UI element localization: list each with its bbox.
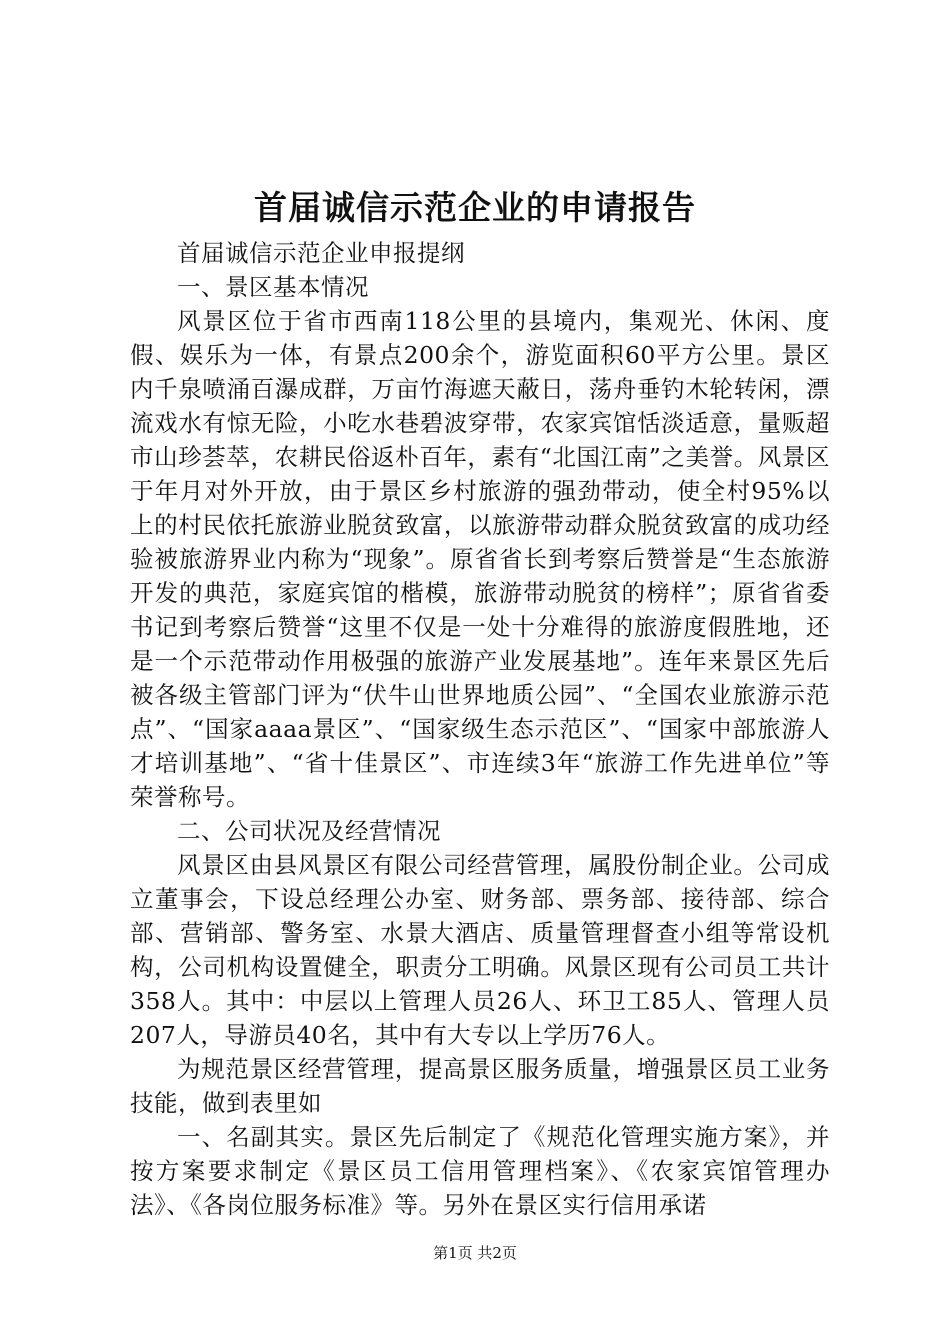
body-paragraph: 为规范景区经营管理，提高景区服务质量，增强景区员工业务技能，做到表里如	[130, 1055, 830, 1117]
page-footer: 第1页 共2页	[433, 1244, 517, 1262]
outline-heading: 首届诚信示范企业申报提纲	[177, 239, 465, 267]
body-paragraph: 风景区位于省市西南118公里的县境内，集观光、休闲、度假、娱乐为一体，有景点200余个，游览面积60平方公里。景区内千泉喷涌百瀑成群，万亩竹海遮天蔽日，荡舟垂钓木轮转闲，漂流戏水有惊无险，小吃水巷碧波穿带，农家宾馆恬淡适意，量贩超市山珍荟萃，农耕民俗返朴百年，素有“北国江南”之美誉。风景区于年月对外开放，由于景区乡村旅游的强劲带动，使全村95%以上的村民依托旅游业脱贫致富，以旅游带动群众脱贫致富的成功经验被旅游界业内称为“现象”。原省省长到考察后赞誉是“生态旅游开发的典范，家庭宾馆的楷模，旅游带动脱贫的榜样”；原省省委书记到考察后赞誉“这里不仅是一处十分难得的旅游度假胜地，还是一个示范带动作用极强的旅游产业发展基地”。连年来景区先后被各级主管部门评为“伏牛山世界地质公园”、“全国农业旅游示范点”、“国家aaaa景区”、“国家级生态示范区”、“国家中部旅游人才培训基地”、“省十佳景区”、市连续3年“旅游工作先进单位”等荣誉称号。	[130, 307, 830, 811]
body-paragraph: 一、名副其实。景区先后制定了《规范化管理实施方案》，并按方案要求制定《景区员工信用管理档案》、《农家宾馆管理办法》、《各岗位服务标准》等。另外在景区实行信用承诺	[130, 1123, 830, 1219]
section-heading-2: 二、公司状况及经营情况	[177, 817, 441, 845]
document-title: 首届诚信示范企业的申请报告	[254, 188, 696, 227]
body-paragraph: 风景区由县风景区有限公司经营管理，属股份制企业。公司成立董事会，下设总经理公办室、财务部、票务部、接待部、综合部、营销部、警务室、水景大酒店、质量管理督查小组等常设机构，公司机构设置健全，职责分工明确。风景区现有公司员工共计358人。其中：中层以上管理人员26人、环卫工85人、管理人员207人，导游员40名，其中有大专以上学历76人。	[130, 851, 830, 1049]
section-heading-1: 一、景区基本情况	[177, 273, 369, 301]
document-body	[130, 236, 830, 1222]
